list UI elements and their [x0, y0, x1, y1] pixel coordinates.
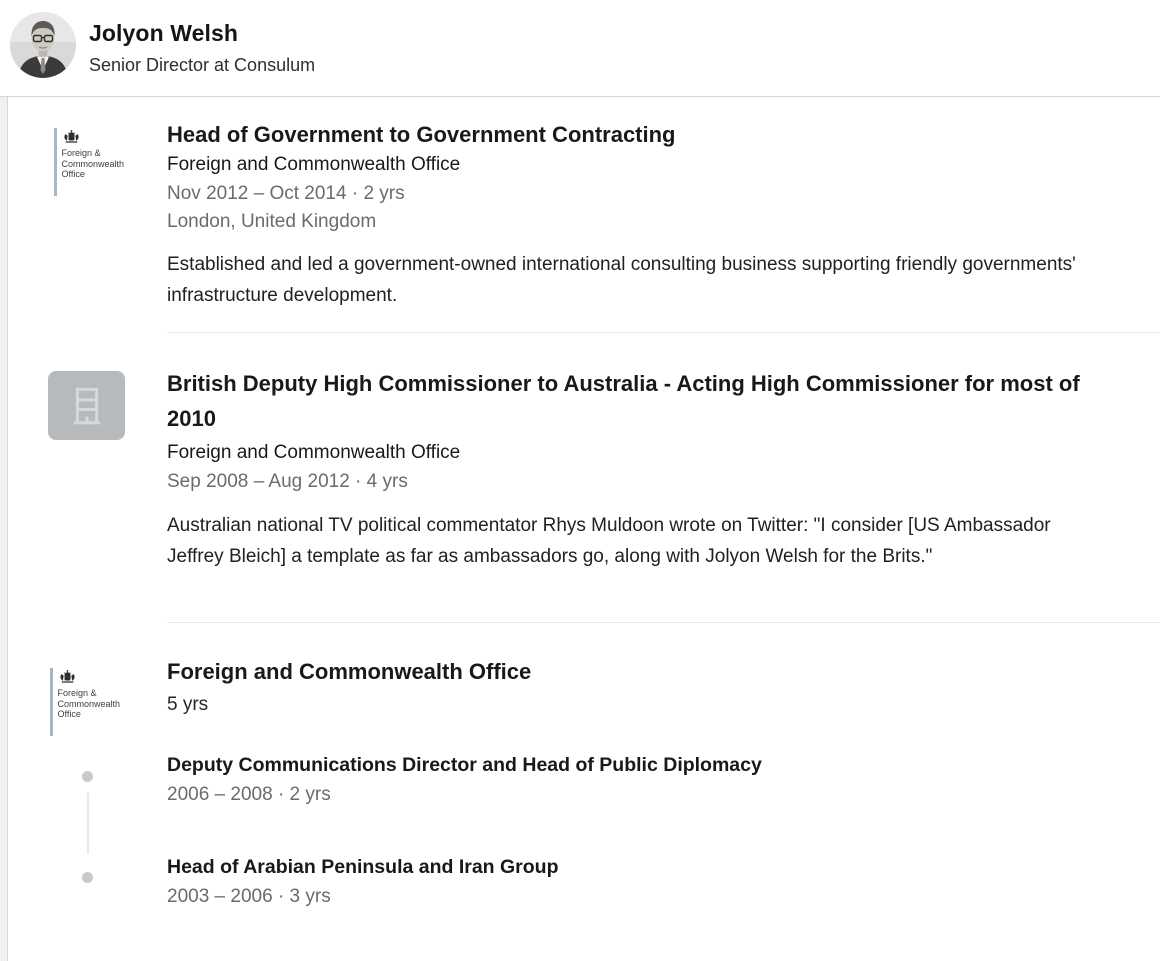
sub-role-title[interactable]: Deputy Communications Director and Head of Public Diplomacy: [167, 754, 762, 776]
company-logo-fco[interactable]: [54, 128, 124, 196]
entry-divider: [167, 622, 1160, 623]
fco-logo-text-line1: Foreign &: [57, 688, 97, 698]
profile-name[interactable]: Jolyon Welsh: [89, 20, 239, 46]
fco-logo-text-line3: Office: [61, 169, 85, 179]
role-title[interactable]: Head of Government to Government Contracting: [167, 122, 676, 147]
role-description: Australian national TV political commentator Rhys Muldoon wrote on Twitter: "I consider [US Ambassador Jeffrey Bleich] a template as far as ambassadors go, along with Jolyon Welsh for the Brits.": [167, 515, 1051, 567]
avatar-photo: [10, 12, 76, 78]
sub-role-date-range: 2006 – 2008 · 2 yrs: [167, 784, 331, 805]
company-group-title[interactable]: Foreign and Commonwealth Office: [167, 659, 532, 684]
profile-mini-header: [0, 0, 1160, 97]
timeline-dot: [82, 872, 93, 883]
fco-logo-text-line1: Foreign &: [61, 148, 101, 158]
company-name[interactable]: Foreign and Commonwealth Office: [167, 442, 461, 463]
fco-logo-text-line2: Commonwealth: [61, 158, 125, 169]
royal-crest-icon: [63, 129, 80, 146]
location: London, United Kingdom: [167, 211, 377, 232]
timeline-connector: [87, 793, 89, 854]
sub-role-date-range: 2003 – 2006 · 3 yrs: [167, 886, 331, 907]
fco-logo-text-line2: Commonwealth: [57, 698, 121, 709]
company-placeholder-icon[interactable]: [48, 371, 125, 440]
timeline-dot: [82, 771, 93, 782]
date-range: Nov 2012 – Oct 2014 · 2 yrs: [167, 183, 405, 204]
profile-headline: Senior Director at Consulum: [89, 55, 316, 75]
building-icon: [66, 383, 108, 429]
company-logo-fco[interactable]: [50, 668, 120, 736]
page-gutter: [0, 97, 7, 961]
fco-logo-text-line3: Office: [57, 709, 81, 719]
card-left-border: [7, 97, 8, 961]
role-title[interactable]: British Deputy High Commissioner to Australia - Acting High Commissioner for most of 2010: [167, 371, 1080, 431]
total-duration: 5 yrs: [167, 694, 209, 715]
royal-crest-icon: [59, 669, 76, 686]
role-description: Established and led a government-owned international consulting business supporting friendly governments' infrastructure development.: [167, 254, 1076, 306]
date-range: Sep 2008 – Aug 2012 · 4 yrs: [167, 471, 408, 492]
company-name[interactable]: Foreign and Commonwealth Office: [167, 154, 461, 175]
entry-divider: [167, 332, 1160, 333]
avatar[interactable]: [10, 12, 76, 78]
sub-role-title[interactable]: Head of Arabian Peninsula and Iran Group: [167, 856, 559, 878]
